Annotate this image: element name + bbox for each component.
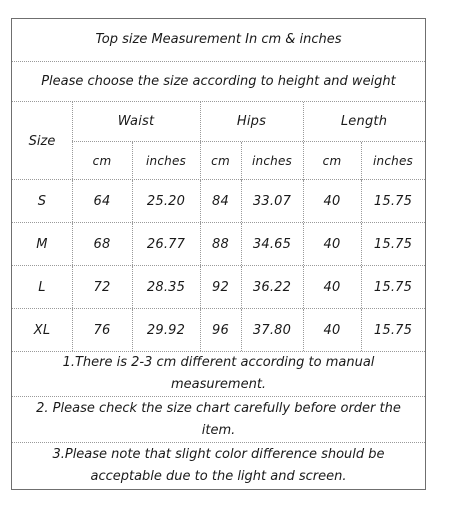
instruction-row xyxy=(12,62,425,102)
table-cell: 15.75 xyxy=(373,322,413,338)
table-cell: 88 xyxy=(212,236,229,252)
note-row xyxy=(12,443,425,489)
unit-header: inches xyxy=(373,154,413,168)
table-cell: 40 xyxy=(323,322,341,338)
table-cell: 28.35 xyxy=(146,279,186,295)
size-label: S xyxy=(37,193,47,209)
unit-header: cm xyxy=(92,154,112,168)
table-cell: 33.07 xyxy=(252,193,292,209)
table-cell: 40 xyxy=(323,193,341,209)
title-row xyxy=(12,19,425,62)
group-header-row xyxy=(72,102,425,142)
hips-header: Hips xyxy=(236,114,267,129)
size-label: M xyxy=(36,236,48,252)
table-cell: 68 xyxy=(93,236,111,252)
table-row xyxy=(12,309,425,352)
note-1: 1.There is 2-3 cm different according to manual measurement. xyxy=(62,355,375,392)
table-row xyxy=(12,223,425,266)
unit-header-row xyxy=(72,142,425,180)
chart-title: Top size Measurement In cm & inches xyxy=(95,32,342,47)
table-cell: 36.22 xyxy=(252,279,292,295)
header-block xyxy=(12,102,425,180)
table-cell: 25.20 xyxy=(146,193,186,209)
table-cell: 76 xyxy=(93,322,111,338)
table-cell: 92 xyxy=(212,279,229,295)
table-row xyxy=(12,266,425,309)
unit-header: inches xyxy=(252,154,292,168)
table-cell: 64 xyxy=(93,193,111,209)
table-cell: 15.75 xyxy=(373,193,413,209)
waist-header: Waist xyxy=(117,114,155,129)
note-row xyxy=(12,352,425,397)
size-label: L xyxy=(38,279,46,295)
table-cell: 40 xyxy=(323,279,341,295)
table-cell: 26.77 xyxy=(146,236,186,252)
note-3: 3.Please note that slight color difference should be acceptable due to the light and screen. xyxy=(52,447,385,484)
unit-header: cm xyxy=(322,154,342,168)
table-cell: 72 xyxy=(93,279,111,295)
table-cell: 34.65 xyxy=(252,236,292,252)
unit-header: cm xyxy=(211,154,230,168)
length-header: Length xyxy=(340,114,388,129)
table-cell: 15.75 xyxy=(373,279,413,295)
table-row xyxy=(12,180,425,223)
size-column-header: Size xyxy=(28,133,56,149)
unit-header: inches xyxy=(146,154,186,168)
size-instruction: Please choose the size according to height and weight xyxy=(41,73,396,89)
note-row xyxy=(12,397,425,443)
note-2: 2. Please check the size chart carefully before order the item. xyxy=(36,400,401,438)
table-cell: 40 xyxy=(323,236,341,252)
size-label: XL xyxy=(33,322,51,338)
size-chart-table xyxy=(11,18,426,490)
table-cell: 29.92 xyxy=(146,322,186,338)
table-cell: 84 xyxy=(212,193,229,209)
table-cell: 15.75 xyxy=(373,236,413,252)
table-cell: 96 xyxy=(212,322,229,338)
table-cell: 37.80 xyxy=(252,322,292,338)
